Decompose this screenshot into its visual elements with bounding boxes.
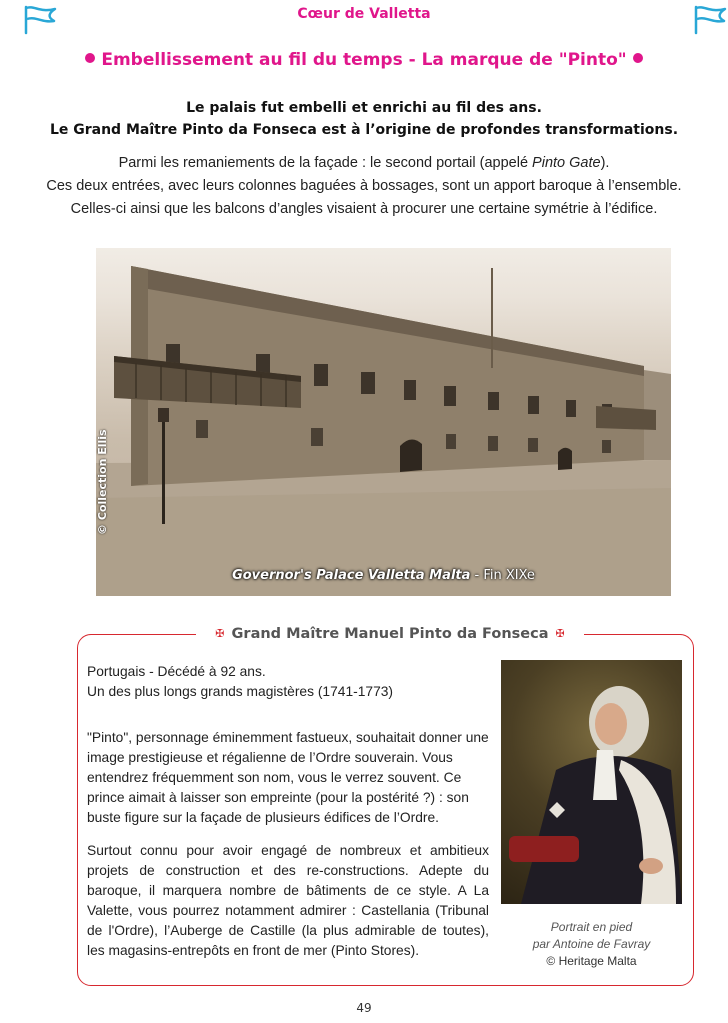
page-number: 49: [356, 1001, 372, 1015]
biography-paragraph-3: Surtout connu pour avoir engagé de nombreux et ambitieux projets de construction et des re-constructions. Adepte du baroque, il marquera nombre de bâtiments de ce style. A La Valette, vous pourrez notamment admirer : Castellania (Tribunal de l'Ordre), l’Auberge de Castille (la plus admirable de toutes), les magasins-entrepôts en front de mer (Pinto Stores).: [87, 843, 489, 958]
biography-box-title: [196, 624, 584, 644]
lead-paragraph: [0, 97, 728, 141]
intro-line-1-suffix: ).: [600, 155, 610, 171]
photo-caption-title: Governor's Palace Valletta Malta: [232, 568, 471, 583]
palace-illustration: [96, 248, 671, 596]
portrait-caption-line-2: par Antoine de Favray: [532, 937, 651, 951]
portrait-caption-line-1: Portrait en pied: [550, 920, 633, 934]
biography-p1-line-2: Un des plus longs grands magistères (1741-1773): [87, 684, 394, 699]
lead-line-1: Le palais fut embelli et enrichi au fil des ans.: [186, 100, 542, 116]
section-title-text: Embellissement au fil du temps - La marque de "Pinto": [101, 50, 627, 70]
intro-line-1-italic: Pinto Gate: [532, 155, 601, 171]
bullet-icon: [633, 53, 643, 63]
intro-line-2: Ces deux entrées, avec leurs colonnes baguées à bossages, sont un apport baroque à l’ensemble.: [46, 178, 682, 194]
photo-caption-date: - Fin XIXe: [470, 568, 535, 583]
portrait-caption-line-3: © Heritage Malta: [546, 954, 637, 968]
maltese-cross-icon: ✠: [215, 627, 225, 640]
portrait-caption: [501, 919, 682, 970]
biography-p1-line-1: Portugais - Décédé à 92 ans.: [87, 664, 266, 679]
document-title: Cœur de Valletta: [297, 6, 431, 22]
palace-photo: [96, 248, 671, 596]
intro-paragraph: [0, 152, 728, 221]
biography-title-text: Grand Maître Manuel Pinto da Fonseca: [231, 626, 549, 642]
photo-credit: © Collection Ellis: [96, 429, 109, 535]
section-title: [0, 50, 728, 70]
biography-text: [87, 662, 489, 974]
intro-line-1: [0, 152, 728, 175]
portrait-painting: [501, 660, 682, 904]
maltese-cross-icon: ✠: [555, 627, 565, 640]
photo-caption: [96, 568, 671, 583]
biography-paragraph-1: [87, 662, 489, 702]
lead-line-2: Le Grand Maître Pinto da Fonseca est à l’origine de profondes transformations.: [49, 122, 679, 138]
portrait-illustration: [501, 660, 682, 904]
biography-paragraph-2: "Pinto", personnage éminemment fastueux, souhaitait donner une image prestigieuse et régalienne de l’Ordre souverain. Vous entendrez fréquemment son nom, vous le verrez souvent. Ce prince aimait à laisser son empreinte (pour la postérité ?) : son buste figure sur la façade de plusieurs édifices de l’Ordre.: [87, 730, 489, 825]
intro-line-3: Celles-ci ainsi que les balcons d’angles visaient à procurer une certaine symétrie à l’édifice.: [70, 201, 658, 217]
intro-line-1-prefix: Parmi les remaniements de la façade : le second portail (appelé: [118, 155, 533, 171]
bullet-icon: [85, 53, 95, 63]
